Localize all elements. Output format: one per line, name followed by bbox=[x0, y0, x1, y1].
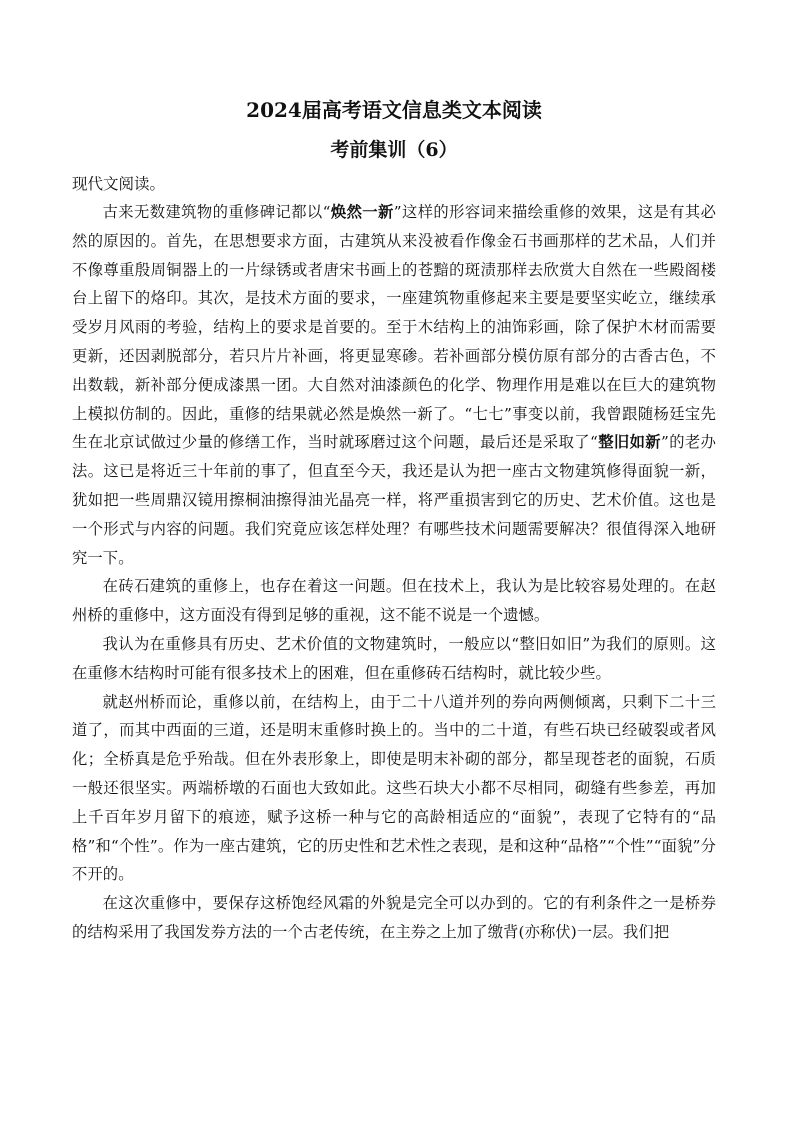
section-label: 现代文阅读。 bbox=[72, 175, 166, 193]
emphasis-huanran-yixin: 焕然一新 bbox=[330, 203, 394, 221]
paragraph-1-part-1: 古来无数建筑物的重修碑记都以“ bbox=[102, 203, 331, 221]
paragraph-2: 在砖石建筑的重修上，也存在着这一问题。但在技术上，我认为是比较容易处理的。在赵州桥的重修中，这方面没有得到足够的重视，这不能不说是一个遗憾。 bbox=[72, 577, 716, 625]
document-page bbox=[72, 96, 716, 947]
document-subtitle: 考前集训（6） bbox=[330, 139, 458, 161]
paragraph-1-part-5: ”的老办法。这已是将近三十年前的事了，但直至今天，我还是认为把一座古文物建筑修得面貌一新，犹如把一些周鼎汉镜用擦桐油擦得油光晶亮一样，将严重损害到它的历史、艺术价值。这也是一个形式与内容的问题。我们究竟应该怎样处理？有哪些技术问题需要解决？很值得深入地研究一下。 bbox=[72, 433, 716, 567]
paragraph-4: 就赵州桥而论，重修以前，在结构上，由于二十八道并列的券向两侧倾离，只剩下二十三道了，而其中西面的三道，还是明末重修时换上的。当中的二十道，有些石块已经破裂或者风化；全桥真是危乎殆哉。但在外表形象上，即使是明末补砌的部分，都呈现苍老的面貌，石质一般还很坚实。两端桥墩的石面也大致如此。这些石块大小都不尽相同，砌缝有些参差，再加上千百年岁月留下的痕迹，赋予这桥一种与它的高龄相适应的“面貌”，表现了它特有的“品格”和“个性”。作为一座古建筑，它的历史性和艺术性之表现，是和这种“品格”“个性”“面貌”分不开的。 bbox=[72, 692, 716, 884]
paragraph-1-part-3: ”这样的形容词来描绘重修的效果，这是有其必然的原因的。首先，在思想要求方面，古建筑从来没被看作像金石书画那样的艺术品，人们并不像尊重殷周铜器上的一片绿锈或者唐宋书画上的苍黯的斑渍那样去欣赏大自然在一些殿阁楼台上留下的烙印。其次，是技术方面的要求，一座建筑物重修起来主要是要坚实屹立，继续承受岁月风雨的考验，结构上的要求是首要的。至于木结构上的油饰彩画，除了保护木材而需要更新，还因剥脱部分，若只片片补画，将更显寒碜。若补画部分模仿原有部分的古香古色，不出数载，新补部分便成漆黑一团。大自然对油漆颜色的化学、物理作用是难以在巨大的建筑物上模拟仿制的。因此，重修的结果就必然是焕然一新了。“七七”事变以前，我曾跟随杨廷宝先生在北京试做过少量的修缮工作，当时就琢磨过这个问题，最后还是采取了“ bbox=[72, 203, 716, 452]
paragraph-5: 在这次重修中，要保存这桥饱经风霜的外貌是完全可以办到的。它的有利条件之一是桥券的结构采用了我国发券方法的一个古老传统，在主券之上加了缴背(亦称伏)一层。我们把 bbox=[72, 894, 716, 941]
emphasis-zhengjiu-ruxin: 整旧如新 bbox=[597, 433, 661, 452]
document-title: 2024届高考语文信息类文本阅读 bbox=[246, 98, 542, 122]
paragraph-1 bbox=[72, 198, 716, 572]
paragraph-3: 我认为在重修具有历史、艺术价值的文物建筑时，一般应以“整旧如旧”为我们的原则。这在重修木结构时可能有很多技术上的困难，但在重修砖石结构时，就比较少些。 bbox=[72, 634, 716, 682]
